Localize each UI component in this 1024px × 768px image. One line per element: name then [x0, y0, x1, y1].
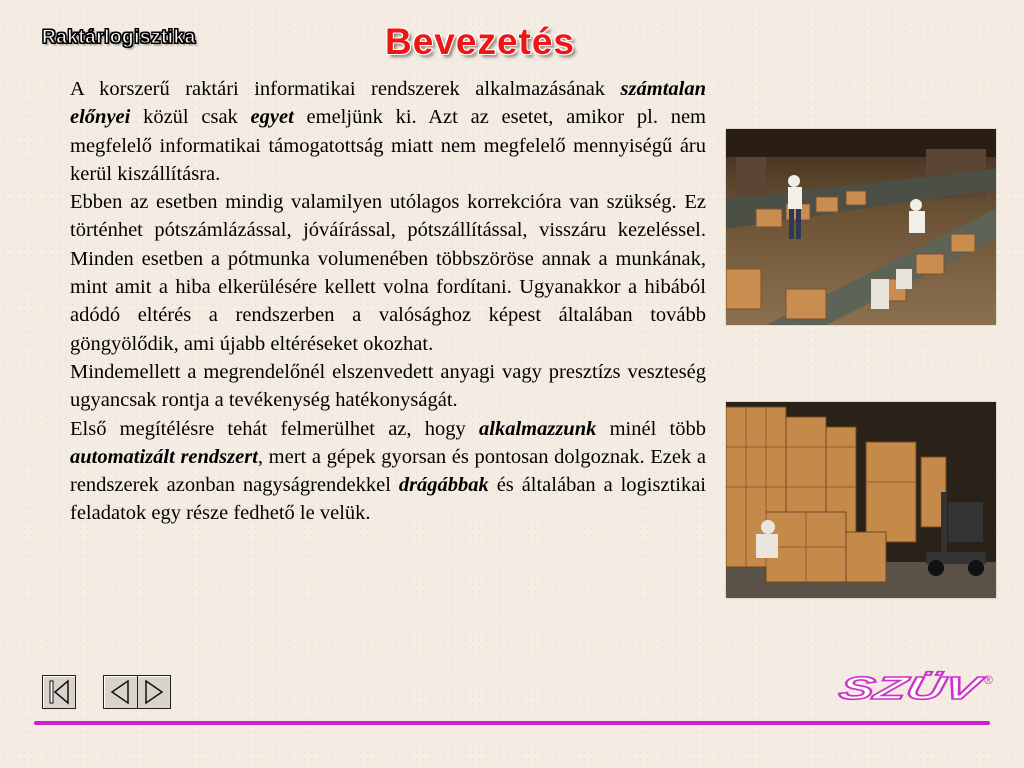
paragraph-4 — [70, 415, 706, 528]
slide-navigation-pair — [103, 675, 171, 709]
p4-text-2: minél több — [596, 417, 706, 440]
warehouse-pallets-forklift-photo — [726, 402, 996, 598]
warehouse-conveyor-photo — [726, 129, 996, 325]
p1-text-3: emeljünk ki. Azt az esetet, amikor pl. nem megfelelő informatikai támogatottság miatt nem megfelelő mennyiségű áru kerül kiszállításra. — [70, 106, 706, 185]
p1-emphasis-1: számtalan előnyei — [70, 78, 706, 129]
p1-text-2: közül csak — [130, 106, 251, 129]
footer-divider — [34, 721, 990, 725]
first-slide-icon — [48, 679, 70, 705]
p4-emphasis-2: automatizált rendszert — [70, 445, 258, 468]
previous-slide-button[interactable] — [104, 676, 137, 708]
p4-emphasis-3: drágábbak — [398, 474, 489, 497]
next-slide-button[interactable] — [137, 676, 171, 708]
slide-body — [70, 75, 706, 528]
p4-emphasis-1: alkalmazzunk — [479, 417, 597, 440]
szuv-logo — [836, 668, 998, 708]
paragraph-3: Mindemellett a megrendelőnél elszenvedett anyagi vagy presztízs veszteség ugyancsak rontja a tevékenység hatékonyságát. — [70, 360, 706, 412]
previous-slide-icon — [109, 679, 131, 705]
paragraph-2: Ebben az esetben mindig valamilyen utólagos korrekcióra van szükség. Ez történhet pótszámlázással, jóváírással, pótszállítással, visszáru kezeléssel. Minden esetben a pótmunka volumenében többszöröse annak a munkának, mint amit a hiba elkerülésére kellett volna fordítani. Ugyanakkor a hibából adódó eltérés a rendszerben a valósághoz képest általában tovább göngyölődik, ami újabb eltéréseket okozhat. — [70, 191, 706, 355]
logo-text: SZÜV — [836, 670, 929, 706]
paragraph-1 — [70, 75, 706, 188]
next-slide-icon — [143, 679, 165, 705]
registered-mark: ® — [984, 673, 993, 687]
brand-label: Raktárlogisztika — [42, 27, 196, 48]
first-slide-button[interactable] — [42, 675, 76, 709]
p4-text-3: , mert a gépek gyorsan és pontosan dolgoznak. Ezek a rendszerek azonban nagyságrendekkel — [70, 445, 706, 497]
slide-title: Bevezetés — [384, 21, 575, 62]
p1-text-1: A korszerű raktári informatikai rendszerek alkalmazásának — [70, 78, 621, 100]
p4-text-4: és általában a logisztikai feladatok egy része fedhető le velük. — [70, 474, 707, 525]
p4-text-1: Első megítélésre tehát felmerülhet az, hogy — [70, 417, 480, 440]
p1-emphasis-2: egyet — [250, 106, 294, 129]
